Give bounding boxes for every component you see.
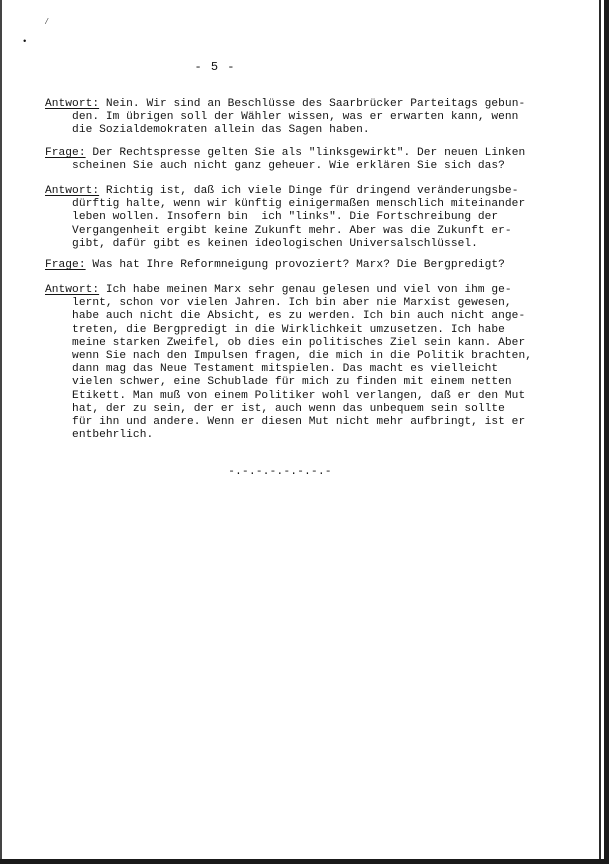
- scan-mark-2: •: [22, 37, 28, 47]
- question-label: Frage:: [45, 147, 86, 159]
- answer-label: Antwort:: [45, 185, 100, 197]
- scan-edge-bottom: [0, 859, 609, 864]
- end-separator: -.-.-.-.-.-.-.-: [228, 466, 332, 478]
- block-text: dürftig halte, wenn wir künftig einigermaßen menschlich miteinander leben wollen. Insofern bin ich "links". Die Fortschreibung der Vergangenheit ergibt keine Zukunft mehr. Aber was die Zukunft er- gibt, dafür gibt es keinen ideologischen Universalschlüssel.: [72, 198, 526, 250]
- block-first-line: Nein. Wir sind an Beschlüsse des Saarbrücker Parteitags gebun-: [99, 98, 526, 110]
- scan-edge-right: [604, 0, 609, 864]
- block-first-line: Der Rechtspresse gelten Sie als "linksgewirkt". Der neuen Linken: [85, 147, 526, 159]
- answer-label: Antwort:: [45, 284, 100, 296]
- scan-mark-1: ⁄: [44, 17, 50, 27]
- block-text: scheinen Sie auch nicht ganz geheuer. Wie erklären Sie sich das?: [45, 160, 505, 173]
- question-label: Frage:: [45, 259, 86, 271]
- block-first-line: Was hat Ihre Reformneigung provoziert? Marx? Die Bergpredigt?: [85, 259, 505, 271]
- scan-edge-left: [0, 0, 2, 864]
- qa-block-5: [45, 284, 565, 442]
- block-text: lernt, schon vor vielen Jahren. Ich bin aber nie Marxist gewesen, habe auch nicht die Absicht, es zu werden. Ich bin auch nicht ange- treten, die Bergpredigt in die Wirklichkeit umzusetzen. Ich habe meine starken Zweifel, ob dies ein politisches Ziel sein kann. Aber wenn Sie nach den Impulsen fragen, die mich in die Politik brachten, dann mag das Neue Testament mitspielen. Das macht es vielleicht vielen schwer, eine Schublade für mich zu finden mit einem netten Etikett. Man muß von einem Politiker wohl verlangen, daß er den Mut hat, der zu sein, der er ist, auch wenn das unbequem sein sollte für ihn und andere. Wenn er diesen Mut nicht mehr aufbringt, ist er entbehrlich.: [72, 297, 532, 442]
- block-text: den. Im übrigen soll der Wähler wissen, was er erwarten kann, wenn die Sozialdemokraten allein das Sagen haben.: [72, 111, 519, 137]
- qa-block-3: [45, 185, 565, 251]
- scan-edge-right-inner: [599, 0, 601, 864]
- block-first-line: Ich habe meinen Marx sehr genau gelesen und viel von ihm ge-: [99, 284, 512, 296]
- qa-block-2: [45, 147, 565, 173]
- qa-block-4: [45, 259, 565, 272]
- answer-label: Antwort:: [45, 98, 100, 110]
- qa-block-1: [45, 98, 565, 138]
- page-number: - 5 -: [194, 60, 236, 74]
- block-first-line: Richtig ist, daß ich viele Dinge für dringend veränderungsbe-: [99, 185, 519, 197]
